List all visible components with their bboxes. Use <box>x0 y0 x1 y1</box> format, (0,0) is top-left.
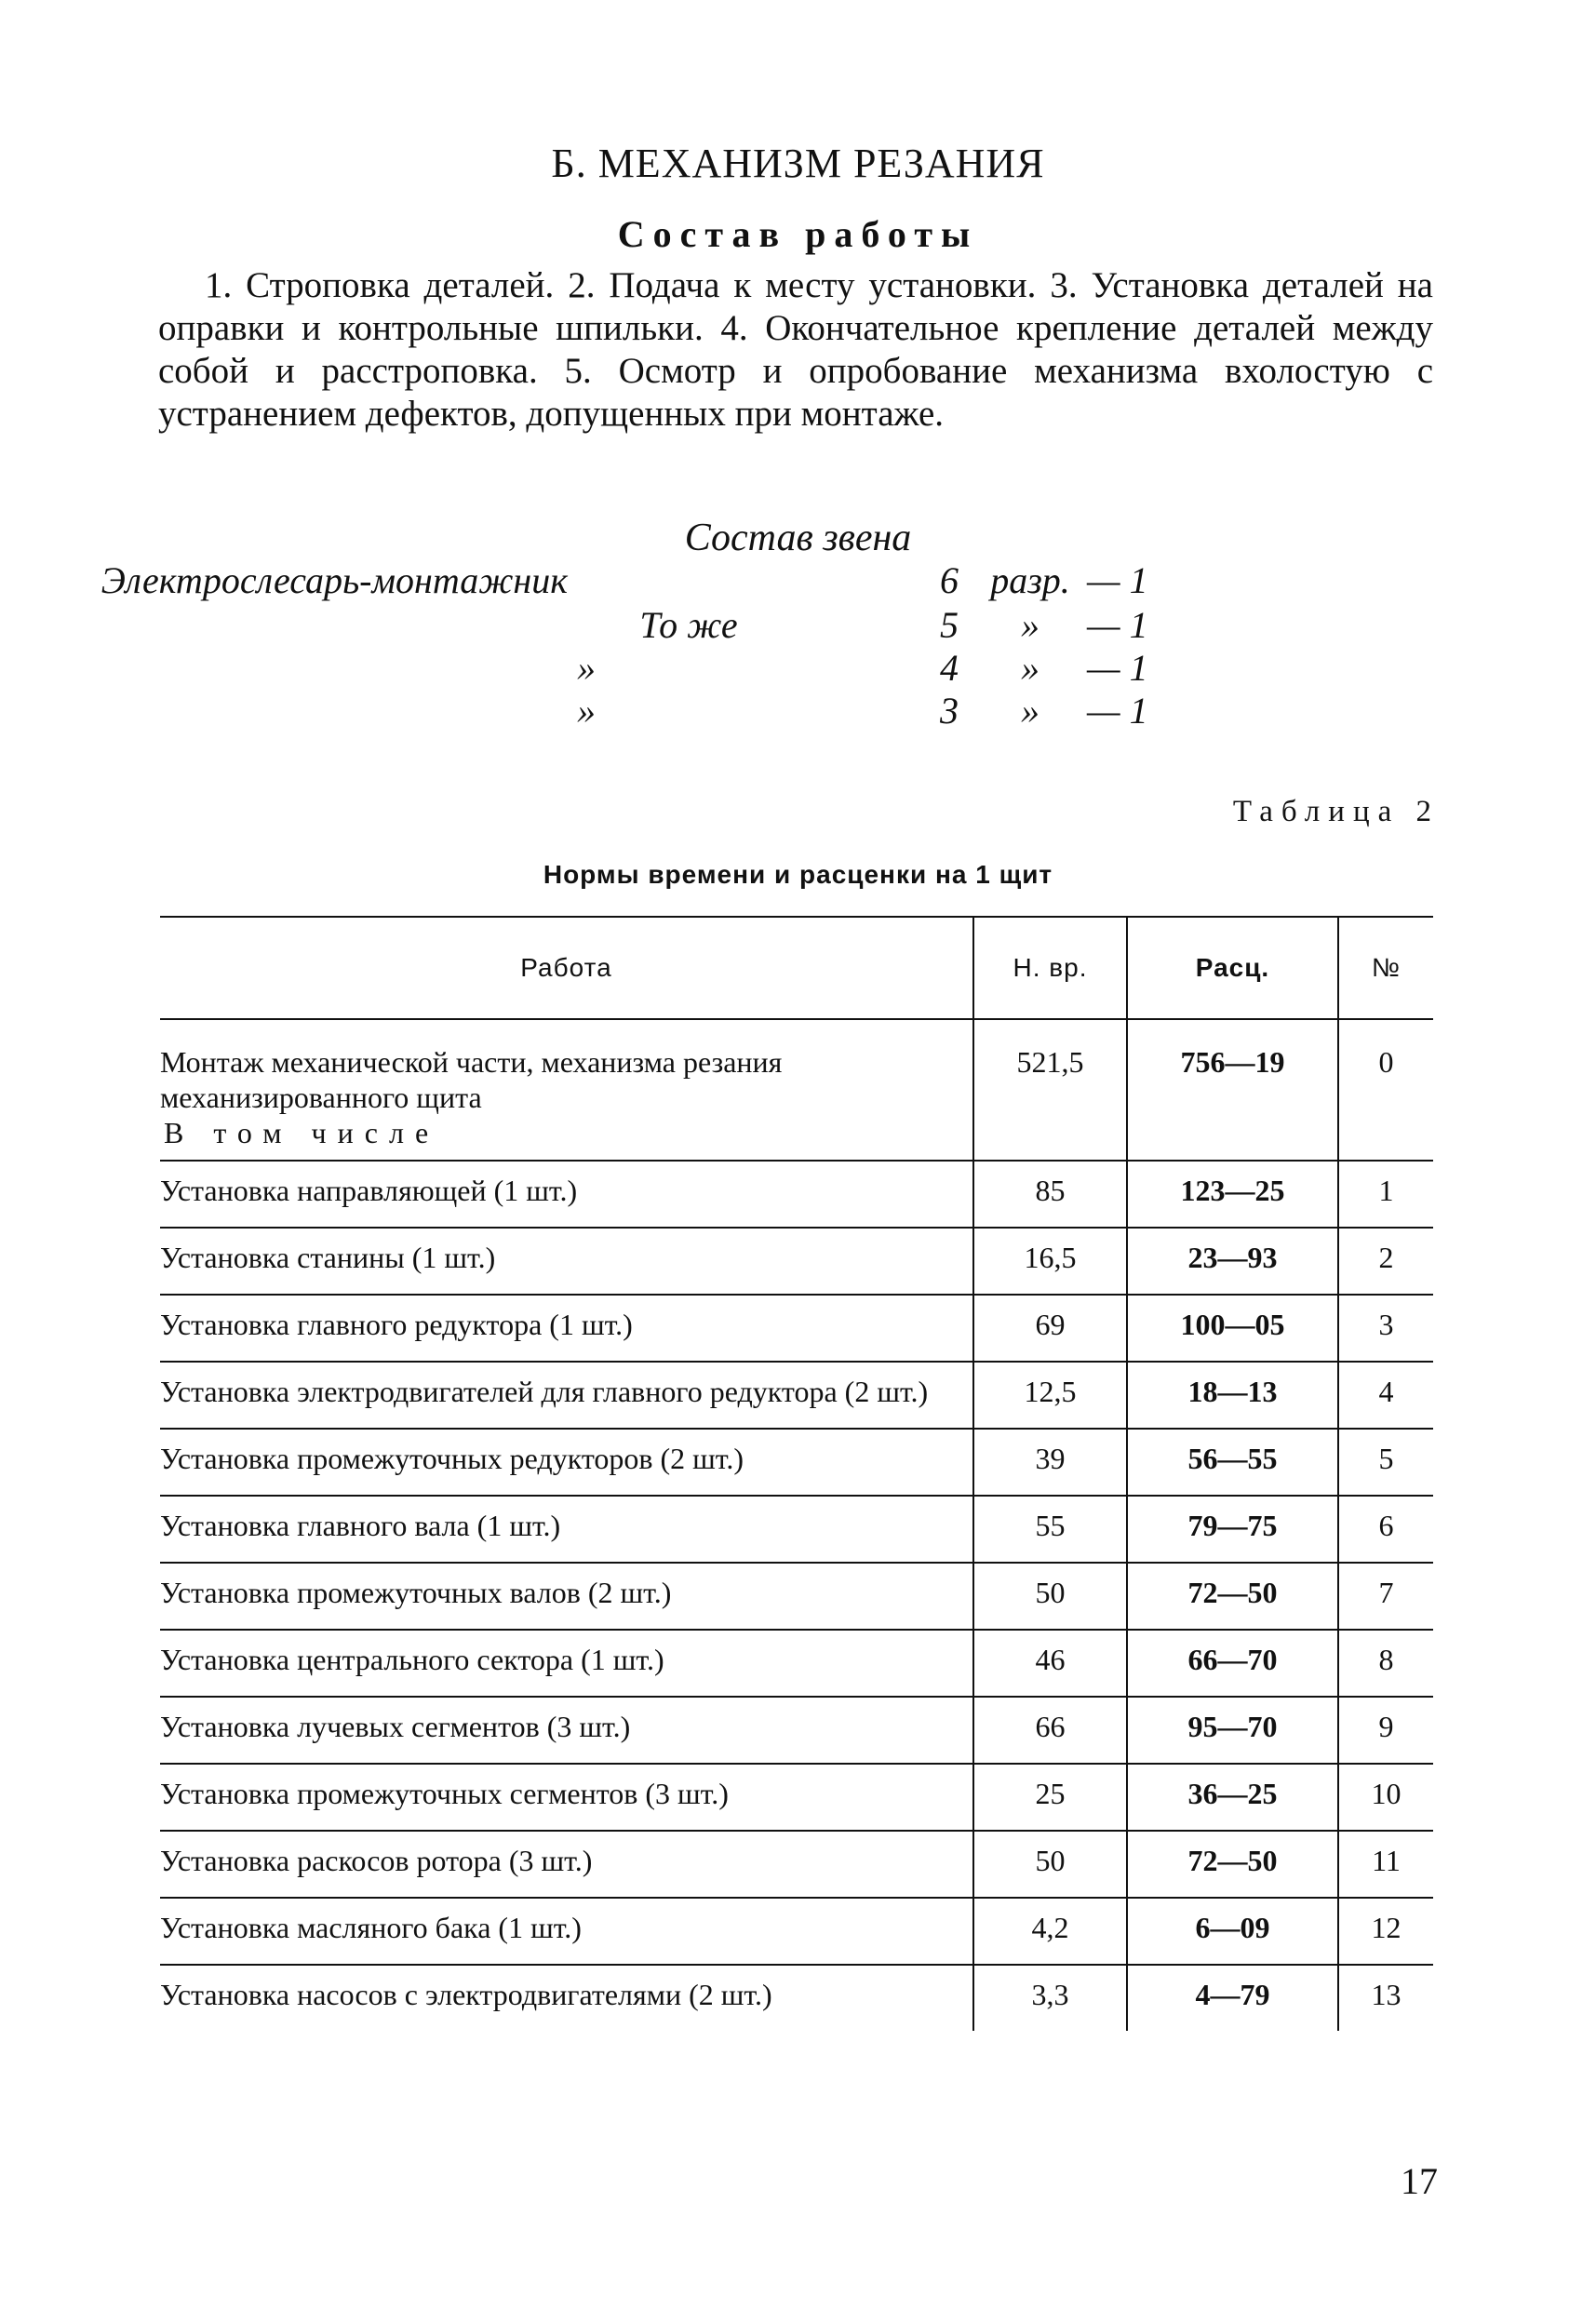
cell-number: 1 <box>1338 1161 1433 1228</box>
crew-member-grade: 4 <box>940 647 959 689</box>
cell-work <box>160 1630 973 1697</box>
cell-number: 10 <box>1338 1764 1433 1831</box>
crew-member-unit: » <box>1021 604 1039 646</box>
work-text: Установка промежуточных сегментов (3 шт.) <box>160 1777 729 1810</box>
cell-rate: 72—50 <box>1127 1563 1338 1630</box>
table-title: Нормы времени и расценки на 1 щит <box>543 860 1053 889</box>
cell-time: 66 <box>973 1697 1127 1764</box>
cell-number: 0 <box>1338 1019 1433 1161</box>
norms-table-body <box>160 1019 1433 2031</box>
cell-number: 8 <box>1338 1630 1433 1697</box>
crew-row <box>279 646 1210 689</box>
table-row <box>160 1965 1433 2031</box>
cell-time: 85 <box>973 1161 1127 1228</box>
cell-time: 16,5 <box>973 1228 1127 1295</box>
header-time: Н. вр. <box>973 917 1127 1019</box>
cell-work <box>160 1295 973 1362</box>
section-title: Б. МЕХАНИЗМ РЕЗАНИЯ <box>551 141 1045 186</box>
cell-work <box>160 1898 973 1965</box>
work-text: Установка насосов с электродвигателями (2 шт.) <box>160 1978 772 2011</box>
cell-work <box>160 1697 973 1764</box>
cell-rate: 66—70 <box>1127 1630 1338 1697</box>
cell-rate: 23—93 <box>1127 1228 1338 1295</box>
crew-title: Состав звена <box>684 517 912 559</box>
table-row <box>160 1563 1433 1630</box>
work-text: Установка электродвигателей для главного редуктора (2 шт.) <box>160 1375 929 1408</box>
table-row <box>160 1161 1433 1228</box>
cell-time: 69 <box>973 1295 1127 1362</box>
crew-member-unit: разр. <box>990 559 1070 601</box>
cell-number: 11 <box>1338 1831 1433 1898</box>
header-work: Работа <box>160 917 973 1019</box>
table-row <box>160 1228 1433 1295</box>
cell-rate: 36—25 <box>1127 1764 1338 1831</box>
cell-time: 50 <box>973 1563 1127 1630</box>
cell-rate: 100—05 <box>1127 1295 1338 1362</box>
work-text: Установка станины (1 шт.) <box>160 1241 496 1274</box>
cell-time: 12,5 <box>973 1362 1127 1429</box>
cell-number: 12 <box>1338 1898 1433 1965</box>
cell-work <box>160 1764 973 1831</box>
table-row <box>160 1019 1433 1161</box>
cell-work <box>160 1429 973 1496</box>
cell-number: 9 <box>1338 1697 1433 1764</box>
cell-rate: 123—25 <box>1127 1161 1338 1228</box>
table-header-row <box>160 917 1433 1019</box>
cell-rate: 756—19 <box>1127 1019 1338 1161</box>
crew-row <box>101 558 1210 601</box>
crew-row <box>279 689 1210 732</box>
cell-rate: 79—75 <box>1127 1496 1338 1563</box>
crew-member-grade: 5 <box>940 604 959 646</box>
page-number: 17 <box>1401 2160 1438 2202</box>
cell-time: 46 <box>973 1630 1127 1697</box>
table-row <box>160 1362 1433 1429</box>
crew-member-name: » <box>577 647 596 689</box>
cell-work <box>160 1362 973 1429</box>
cell-number: 3 <box>1338 1295 1433 1362</box>
crew-member-grade: 6 <box>940 559 959 601</box>
cell-time: 4,2 <box>973 1898 1127 1965</box>
crew-member-count: — 1 <box>1087 690 1148 732</box>
cell-rate: 56—55 <box>1127 1429 1338 1496</box>
cell-rate: 95—70 <box>1127 1697 1338 1764</box>
cell-work <box>160 1019 973 1161</box>
table-row <box>160 1898 1433 1965</box>
header-rate: Расц. <box>1127 917 1338 1019</box>
crew-member-count: — 1 <box>1087 647 1148 689</box>
cell-work <box>160 1161 973 1228</box>
table-row <box>160 1630 1433 1697</box>
cell-work <box>160 1965 973 2031</box>
cell-time: 3,3 <box>973 1965 1127 2031</box>
work-note: В том числе <box>164 1116 440 1149</box>
crew-member-name: Электрослесарь-монтажник <box>101 559 568 601</box>
cell-number: 6 <box>1338 1496 1433 1563</box>
cell-number: 2 <box>1338 1228 1433 1295</box>
crew-member-count: — 1 <box>1087 604 1148 646</box>
crew-member-unit: » <box>1021 647 1039 689</box>
cell-work <box>160 1496 973 1563</box>
crew-member-count: — 1 <box>1087 559 1148 601</box>
cell-time: 521,5 <box>973 1019 1127 1161</box>
cell-number: 7 <box>1338 1563 1433 1630</box>
work-text: Монтаж механической части, механизма резания механизированного щита <box>160 1045 783 1114</box>
crew-row <box>279 603 1210 646</box>
cell-number: 4 <box>1338 1362 1433 1429</box>
work-text: Установка главного вала (1 шт.) <box>160 1509 561 1542</box>
cell-work <box>160 1563 973 1630</box>
table-row <box>160 1429 1433 1496</box>
cell-time: 55 <box>973 1496 1127 1563</box>
table-row <box>160 1496 1433 1563</box>
cell-time: 39 <box>973 1429 1127 1496</box>
work-text: Установка промежуточных валов (2 шт.) <box>160 1576 672 1609</box>
table-row <box>160 1697 1433 1764</box>
cell-number: 13 <box>1338 1965 1433 2031</box>
work-text: Установка раскосов ротора (3 шт.) <box>160 1844 593 1877</box>
work-text: Установка направляющей (1 шт.) <box>160 1174 578 1207</box>
crew-member-name: » <box>577 690 596 732</box>
table-row <box>160 1831 1433 1898</box>
cell-rate: 72—50 <box>1127 1831 1338 1898</box>
section-subtitle: Состав работы <box>617 213 979 255</box>
cell-rate: 6—09 <box>1127 1898 1338 1965</box>
norms-table <box>160 916 1433 2031</box>
cell-time: 50 <box>973 1831 1127 1898</box>
header-number: № <box>1338 917 1433 1019</box>
work-description: 1. Строповка деталей. 2. Подача к месту установки. 3. Установка деталей на оправки и контрольные шпильки. 4. Окончательное крепление деталей между собой и расстроповка. 5. Осмотр и опробование механизма вхолостую с устранением дефектов, допущенных при монтаже. <box>158 265 1433 434</box>
cell-time: 25 <box>973 1764 1127 1831</box>
work-text: Установка лучевых сегментов (3 шт.) <box>160 1710 631 1743</box>
work-text: Установка центрального сектора (1 шт.) <box>160 1643 664 1676</box>
table-row <box>160 1764 1433 1831</box>
cell-work <box>160 1228 973 1295</box>
crew-member-name: То же <box>639 604 738 646</box>
cell-work <box>160 1831 973 1898</box>
cell-rate: 18—13 <box>1127 1362 1338 1429</box>
work-text: Установка промежуточных редукторов (2 шт.) <box>160 1442 744 1475</box>
crew-member-unit: » <box>1021 690 1039 732</box>
work-text: Установка главного редуктора (1 шт.) <box>160 1308 633 1341</box>
table-row <box>160 1295 1433 1362</box>
work-text: Установка масляного бака (1 шт.) <box>160 1911 582 1944</box>
crew-member-grade: 3 <box>940 690 959 732</box>
cell-number: 5 <box>1338 1429 1433 1496</box>
cell-rate: 4—79 <box>1127 1965 1338 2031</box>
table-label: Таблица 2 <box>1232 795 1440 828</box>
